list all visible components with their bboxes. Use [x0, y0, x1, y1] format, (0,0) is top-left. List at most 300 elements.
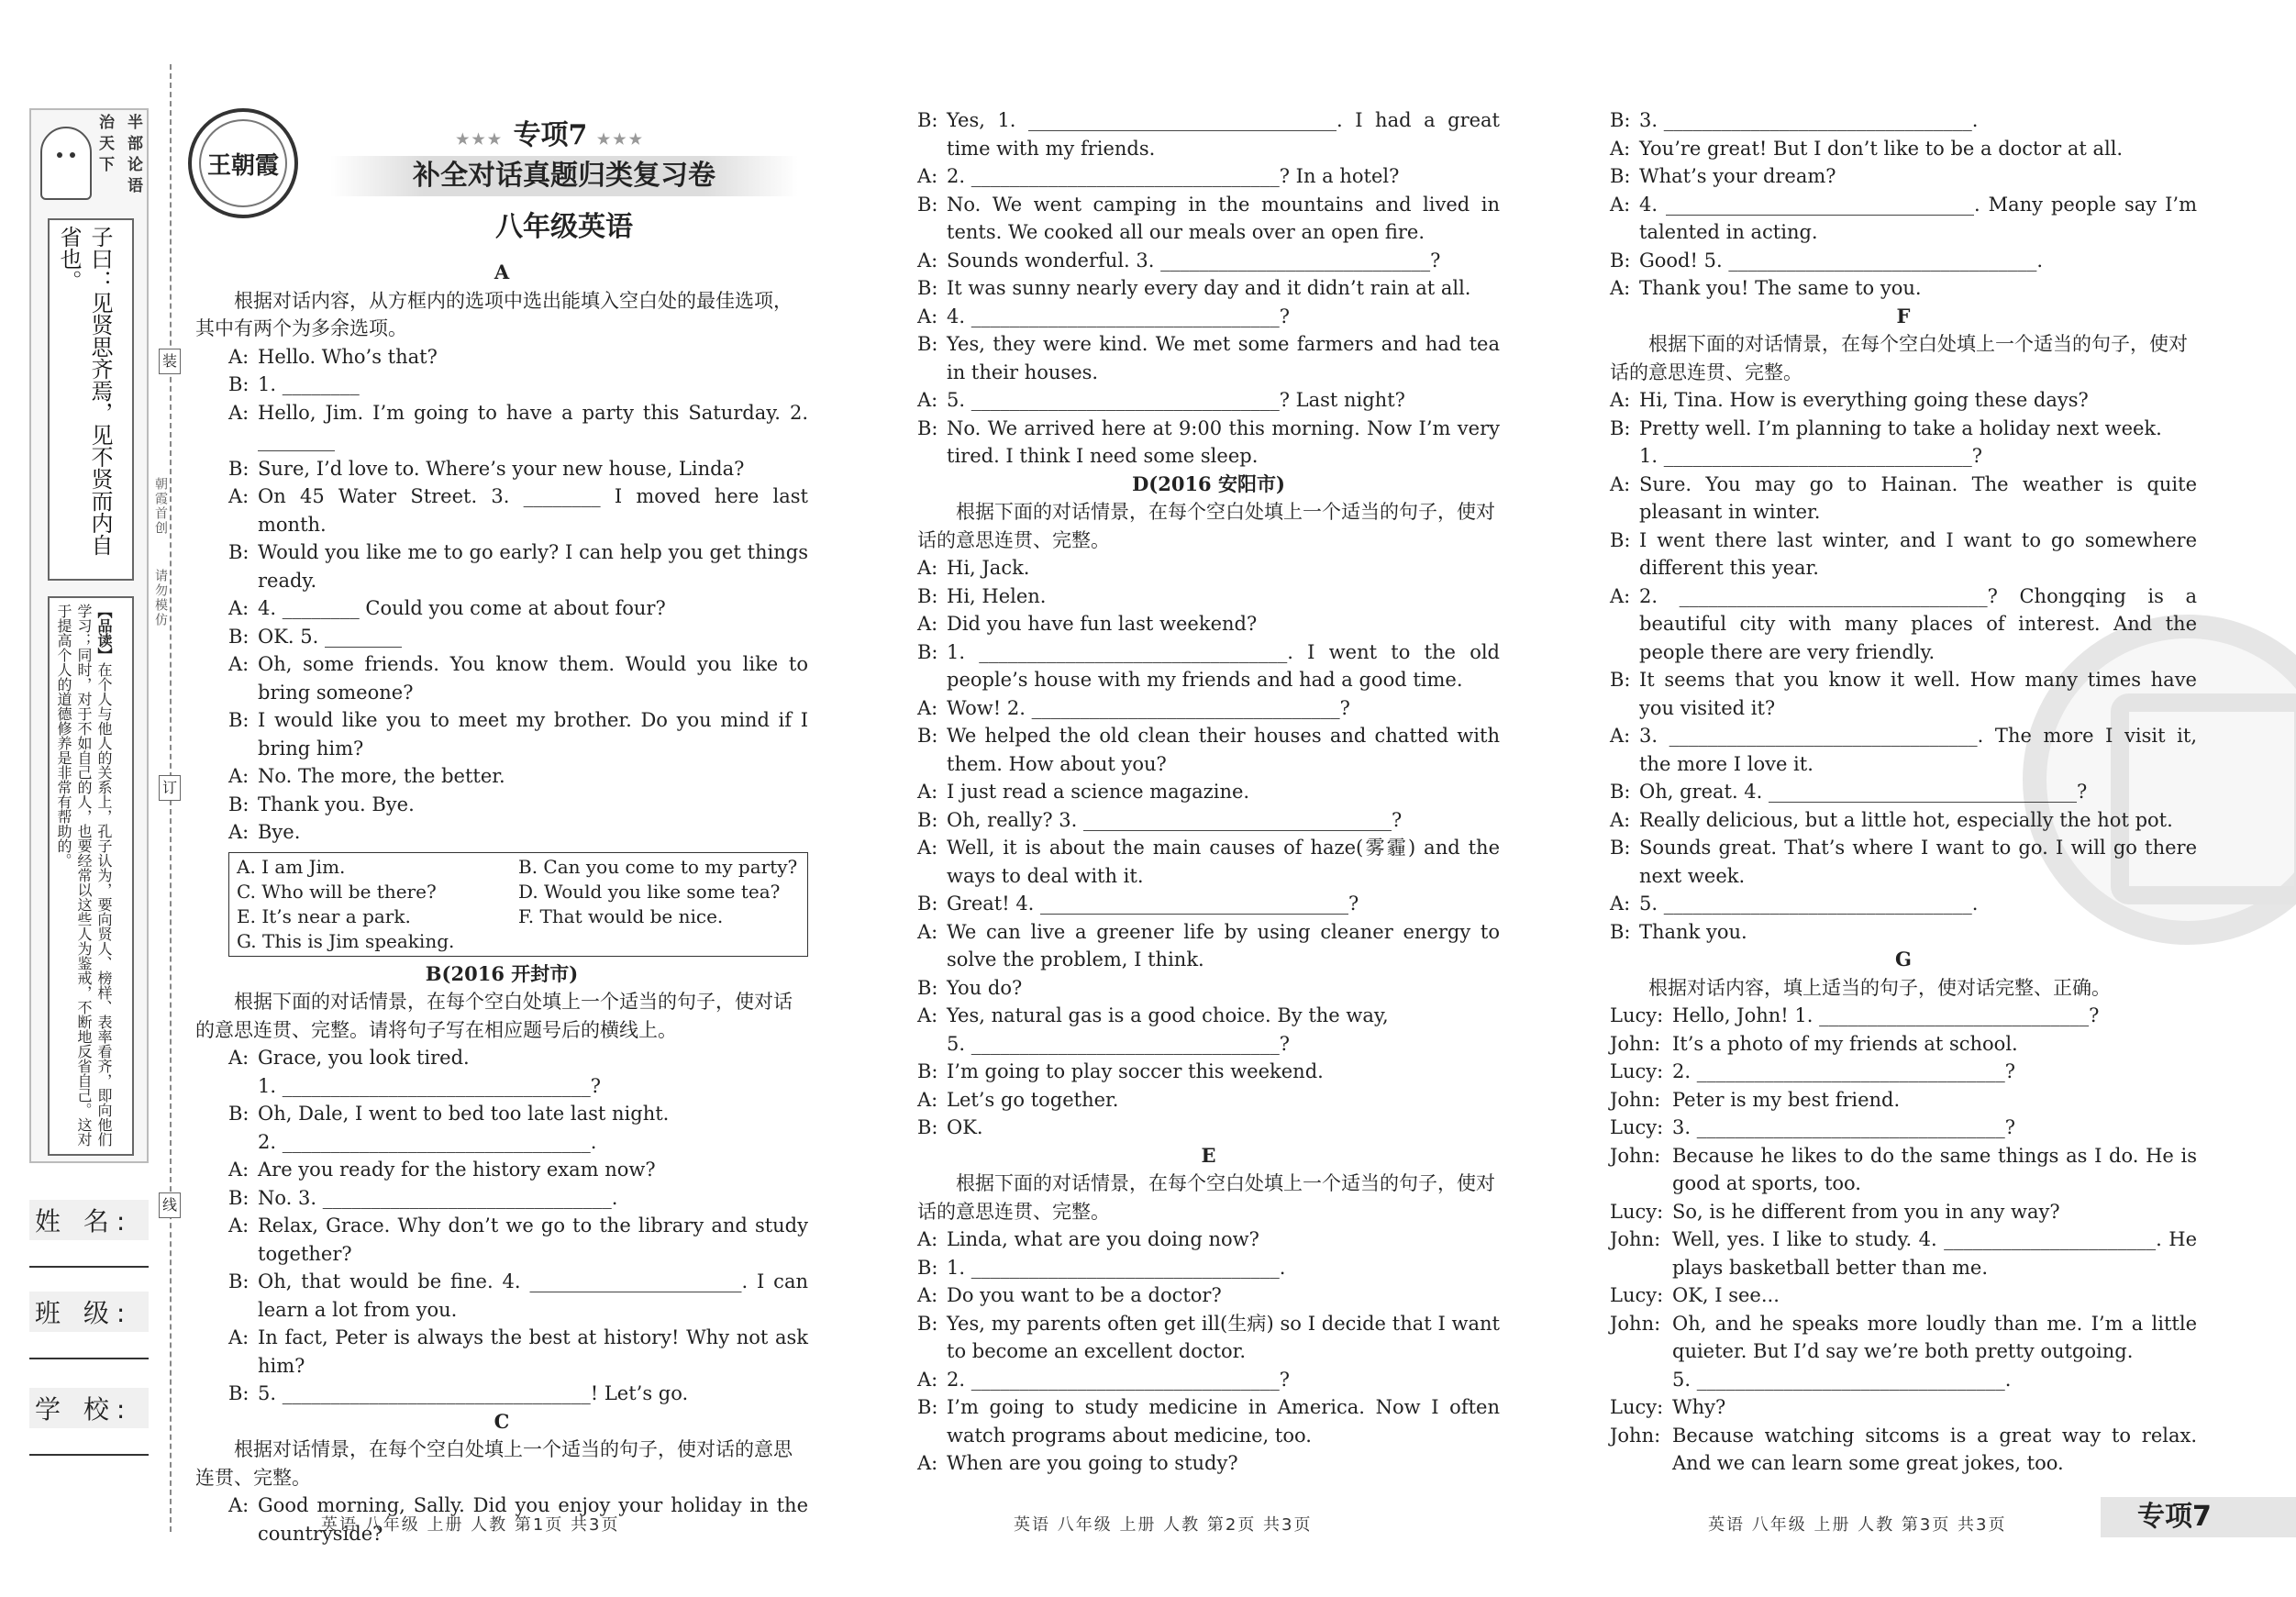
dialogue-line	[917, 1058, 1500, 1086]
speaker: Lucy:	[1610, 1004, 1664, 1026]
instruction: 根据对话情景，在每个空白处填上一个适当的句子，使对话的意思连贯、完整。	[195, 1438, 793, 1489]
dialogue-line	[195, 482, 808, 538]
dialogue-text: It seems that you know it well. How many times have you visited it?	[1639, 669, 2197, 719]
class-label: 班 级:	[29, 1292, 149, 1332]
speaker: A:	[228, 1326, 250, 1348]
dialogue-line	[1610, 1002, 2197, 1030]
speaker: B:	[917, 584, 938, 607]
dialogue-text: 3. ________________________________?	[1672, 1116, 2015, 1138]
speaker: John:	[1610, 1312, 1661, 1335]
dialogue-line	[1610, 1142, 2197, 1198]
dialogue-line	[1610, 1393, 2197, 1422]
dialogue-line	[917, 415, 1500, 471]
speaker: B:	[228, 1186, 250, 1209]
dialogue-text: Thank you. Bye.	[258, 793, 415, 815]
dialogue-line	[1610, 442, 2197, 471]
dialogue-line	[1610, 1366, 2197, 1394]
dialogue-text: 2. ________________________________?	[1672, 1060, 2015, 1082]
dialogue-text: Linda, what are you doing now?	[947, 1228, 1259, 1250]
motto-header	[35, 114, 145, 205]
dialogue-text: So, is he different from you in any way?	[1672, 1200, 2060, 1223]
section-heading: C	[494, 1409, 510, 1433]
dialogue-line	[917, 582, 1500, 611]
speaker: B:	[1610, 528, 1631, 551]
dialogue-line	[1610, 471, 2197, 527]
speaker: A:	[1610, 725, 1631, 747]
speaker: A:	[917, 1088, 938, 1111]
speaker: B:	[917, 725, 938, 747]
dialogue-line	[917, 1366, 1500, 1394]
section-heading: G	[1895, 948, 1912, 970]
speaker: Lucy:	[1610, 1396, 1664, 1418]
speaker: A:	[917, 920, 938, 943]
dialogue-line	[195, 343, 808, 372]
dialogue-text: 1. ________	[258, 373, 360, 395]
dialogue-line	[917, 1030, 1500, 1059]
topic-text: 专项7	[513, 119, 588, 151]
instruction: 根据下面的对话情景，在每个空白处填上一个适当的句子，使对话的意思连贯、完整。	[917, 501, 1495, 551]
dialogue-text: I’m going to play soccer this weekend.	[947, 1060, 1324, 1082]
dialogue-text: Hello, Jim. I’m going to have a party this Saturday. 2. ________	[258, 401, 808, 451]
speaker: A:	[1610, 193, 1631, 216]
dialogue-text: When are you going to study?	[947, 1452, 1238, 1474]
dialogue-line	[1610, 1422, 2197, 1478]
speaker: John:	[1610, 1144, 1661, 1167]
dialogue-line	[1610, 1225, 2197, 1281]
commentary-body: 在个人与他人的关系上，孔子认为，要向贤人、榜样、表率看齐，即向他们学习；同时，对于不如自己的人，也要经常以这些人为鉴戒，不断地反省自己。这对于提高个人的道德修养是非常有帮助的。	[55, 604, 113, 1147]
dialogue-text: Sounds wonderful. 3. ____________________________?	[947, 249, 1441, 272]
dialogue-text: No. The more, the better.	[258, 765, 505, 787]
speaker: B:	[917, 976, 938, 999]
dialogue-line	[1610, 1310, 2197, 1366]
dialogue-text: OK. 5. ________	[258, 625, 402, 648]
speaker: A:	[1610, 472, 1631, 495]
dialogue-line	[195, 762, 808, 791]
dialogue-line	[917, 806, 1500, 835]
dialogue-text: Really delicious, but a little hot, especially the hot pot.	[1639, 808, 2173, 831]
dialogue-line	[1610, 918, 2197, 947]
speaker: John:	[1610, 1424, 1661, 1447]
dialogue-line	[195, 1324, 808, 1380]
speaker: B:	[228, 1382, 250, 1404]
speaker: A:	[917, 165, 938, 187]
dialogue-text: Yes, my parents often get ill(生病) so I decide that I want to become an excellent doctor.	[947, 1312, 1500, 1362]
dialogue-text: Hi, Tina. How is everything going these days?	[1639, 389, 2089, 411]
dialogue-text: We can live a greener life by using cleaner energy to solve the problem, I think.	[947, 920, 1500, 970]
dialogue-text: Why?	[1672, 1396, 1726, 1418]
dialogue-text: Oh, and he speaks more loudly than me. I’m a little quieter. But I’d say we’re both pretty outgoing.	[1672, 1312, 2197, 1362]
dialogue-text: Thank you.	[1639, 920, 1747, 943]
dialogue-line	[917, 778, 1500, 806]
speaker: B:	[228, 457, 250, 480]
speaker: A:	[1610, 808, 1631, 831]
motto-header-line: 治天下	[95, 114, 114, 177]
dialogue-text: Because he likes to do the same things as I do. He is good at sports, too.	[1672, 1144, 2197, 1194]
speaker: A:	[228, 1047, 250, 1069]
dialogue-line	[195, 818, 808, 847]
dialogue-line	[917, 918, 1500, 974]
dialogue-line	[195, 706, 808, 762]
dialogue-text: Sure, I’d love to. Where’s your new house, Linda?	[258, 457, 745, 480]
instruction: 根据对话内容，填上适当的句子，使对话完整、正确。	[1648, 976, 2111, 999]
dialogue-line	[1610, 890, 2197, 918]
dialogue-line	[1610, 386, 2197, 415]
dialogue-text: 2. ________________________________?	[947, 1368, 1290, 1391]
speaker: B:	[1610, 165, 1631, 187]
option-item: B. Can you come to my party?	[518, 855, 798, 878]
speaker: A:	[228, 653, 250, 675]
dialogue-text: What’s your dream?	[1639, 165, 1836, 187]
dialogue-text: Thank you! The same to you.	[1639, 277, 1922, 299]
speaker	[228, 1128, 258, 1157]
name-field[interactable]	[29, 1200, 149, 1268]
page-footer: 英语 八年级 上册 人教 第1页 共3页	[321, 1515, 620, 1535]
dialogue-text: 5. ________________________________! Let’s go.	[258, 1382, 689, 1404]
speaker: Lucy:	[1610, 1060, 1664, 1082]
speaker: Lucy:	[1610, 1284, 1664, 1306]
speaker: A:	[228, 485, 250, 507]
dialogue-line	[917, 722, 1500, 778]
speaker: B:	[917, 893, 938, 915]
speaker: B:	[228, 1103, 250, 1125]
publisher-logo	[188, 108, 298, 218]
dialogue-text: I just read a science magazine.	[947, 781, 1250, 803]
page-title: 补全对话真题归类复习卷	[330, 156, 798, 196]
dialogue-text: 2. ________________________________? In a hotel?	[947, 165, 1400, 187]
dialogue-text: Hi, Jack.	[947, 557, 1030, 579]
page-subtitle: 八年级英语	[495, 211, 633, 243]
speaker: A:	[917, 249, 938, 272]
dialogue-text: OK, I see...	[1672, 1284, 1780, 1306]
dialogue-text: 5. ________________________________.	[1639, 893, 1979, 915]
dialogue-text: 5. ________________________________.	[1672, 1368, 2012, 1391]
name-label: 姓 名:	[29, 1200, 149, 1240]
dialogue-text: It’s a photo of my friends at school.	[1672, 1032, 2018, 1055]
dialogue-line	[195, 1380, 808, 1408]
page-footer: 英语 八年级 上册 人教 第2页 共3页	[1014, 1515, 1313, 1535]
speaker	[1610, 1366, 1672, 1394]
dialogue-line	[1610, 1086, 2197, 1115]
dialogue-text: You do?	[947, 976, 1023, 999]
dialogue-text: I’m going to study medicine in America. Now I often watch programs about medicine, too.	[947, 1396, 1500, 1447]
dialogue-text: Yes, natural gas is a good choice. By the way,	[947, 1004, 1389, 1026]
speaker: A:	[1610, 137, 1631, 160]
dialogue-line	[917, 1114, 1500, 1142]
dialogue-text: 3. ________________________________. The more I visit it, the more I love it.	[1639, 725, 2197, 775]
dialogue-line	[917, 890, 1500, 918]
dialogue-line	[1610, 1281, 2197, 1310]
column-2	[917, 106, 1500, 1478]
binding-char: 装	[159, 349, 181, 374]
speaker: B:	[228, 541, 250, 563]
section-heading: D(2016 安阳市)	[1132, 471, 1285, 495]
option-item: E. It’s near a park.	[237, 904, 411, 927]
dialogue-line	[917, 610, 1500, 638]
dialogue-text: No. 3. ______________________________.	[258, 1186, 618, 1209]
speaker: B:	[1610, 781, 1631, 803]
dialogue-text: Are you ready for the history exam now?	[258, 1159, 656, 1181]
speaker: B:	[917, 808, 938, 831]
class-line[interactable]	[29, 1332, 149, 1359]
dialogue-text: Hi, Helen.	[947, 584, 1047, 607]
dialogue-text: 1. ________________________________?	[1639, 445, 1982, 467]
speaker: A:	[917, 781, 938, 803]
dialogue-text: Oh, some friends. You know them. Would you like to bring someone?	[258, 653, 808, 704]
dialogue-text: Would you like me to go early? I can help you get things ready.	[258, 541, 808, 592]
dialogue-line	[1610, 1198, 2197, 1226]
dialogue-text: Hello, John! 1. ____________________________?	[1672, 1004, 2100, 1026]
school-line[interactable]	[29, 1428, 149, 1456]
logo-text: 王朝霞	[206, 151, 279, 180]
dialogue-text: Sounds great. That’s where I want to go. I will go there next week.	[1639, 837, 2197, 887]
speaker: A:	[228, 401, 250, 424]
confucius-quote: 子曰：见贤思齐焉，见不贤而内自省也。	[56, 226, 113, 556]
speaker: B:	[917, 333, 938, 355]
dialogue-text: Peter is my best friend.	[1672, 1088, 1901, 1111]
speaker: B:	[1610, 416, 1631, 439]
dialogue-text: Yes, 1. ________________________________. I had a great time with my friends.	[947, 109, 1500, 160]
dialogue-line	[1610, 135, 2197, 163]
speaker: A:	[917, 557, 938, 579]
dialogue-line	[917, 638, 1500, 694]
speaker: B:	[228, 793, 250, 815]
quote-box	[48, 218, 134, 581]
dialogue-line	[195, 1212, 808, 1268]
dialogue-line	[195, 650, 808, 706]
dialogue-text: 1. ________________________________.	[947, 1256, 1286, 1279]
dialogue-text: 3. ________________________________.	[1639, 109, 1979, 131]
class-field[interactable]	[29, 1292, 149, 1359]
dialogue-text: 5. ________________________________? Last night?	[947, 389, 1405, 411]
dialogue-line	[917, 694, 1500, 723]
speaker: B:	[1610, 249, 1631, 272]
speaker: A:	[228, 345, 250, 368]
speaker: A:	[228, 1494, 250, 1516]
dialogue-text: 2. ________________________________.	[258, 1130, 597, 1153]
dialogue-line	[1610, 1030, 2197, 1059]
dialogue-line	[1610, 806, 2197, 835]
dialogue-text: Sure. You may go to Hainan. The weather is quite pleasant in winter.	[1639, 472, 2197, 523]
dialogue-line	[917, 1254, 1500, 1282]
dialogue-line	[917, 303, 1500, 331]
dialogue-text: No. We went camping in the mountains and lived in tents. We cooked all our meals over an open fire.	[947, 193, 1500, 243]
dialogue-text: 1. ________________________________?	[258, 1074, 601, 1097]
dialogue-line	[195, 455, 808, 483]
sidebar	[29, 108, 149, 1466]
dialogue-line	[1610, 722, 2197, 778]
speaker: A:	[917, 305, 938, 327]
dialogue-text: Relax, Grace. Why don’t we go to the library and study together?	[258, 1214, 808, 1265]
option-item: F. That would be nice.	[518, 904, 724, 927]
dialogue-line	[195, 1128, 808, 1157]
speaker: B:	[1610, 837, 1631, 859]
section-heading: F	[1896, 304, 1911, 327]
dialogue-text: OK.	[947, 1116, 983, 1138]
dialogue-line	[917, 1086, 1500, 1115]
dialogue-text: I went there last winter, and I want to go somewhere different this year.	[1639, 528, 2197, 579]
dialogue-text: Bye.	[258, 821, 301, 843]
speaker: B:	[917, 416, 938, 439]
section-heading: A	[494, 261, 510, 283]
dialogue-line	[917, 274, 1500, 303]
dialogue-text: Oh, really? 3. ________________________________?	[947, 808, 1403, 831]
dialogue-text: Well, yes. I like to study. 4. ______________________. He plays basketball better than me.	[1672, 1228, 2197, 1279]
option-item: G. This is Jim speaking.	[237, 929, 455, 952]
speaker: A:	[917, 1452, 938, 1474]
dialogue-line	[1610, 1058, 2197, 1086]
binding-char: 线	[159, 1192, 181, 1218]
dialogue-line	[917, 106, 1500, 162]
dialogue-text: Do you want to be a doctor?	[947, 1284, 1222, 1306]
dialogue-text: 4. ________________________________?	[947, 305, 1290, 327]
speaker: B:	[228, 709, 250, 731]
speaker: A:	[228, 821, 250, 843]
speaker: John:	[1610, 1228, 1661, 1250]
dialogue-line	[195, 1156, 808, 1184]
speaker	[1610, 442, 1639, 471]
speaker: Lucy:	[1610, 1200, 1664, 1223]
dialogue-line	[917, 191, 1500, 247]
dialogue-line	[917, 1310, 1500, 1366]
binding-note: 朝霞首创	[153, 477, 168, 536]
dialogue-line	[1610, 778, 2197, 806]
page-footer: 英语 八年级 上册 人教 第3页 共3页	[1708, 1515, 2007, 1535]
dialogue-text: Oh, great. 4. ________________________________?	[1639, 781, 2088, 803]
dialogue-line	[195, 399, 808, 455]
speaker: A:	[917, 1004, 938, 1026]
speaker: A:	[1610, 277, 1631, 299]
dialogue-line	[195, 538, 808, 594]
option-item: D. Would you like some tea?	[518, 880, 781, 903]
speaker: B:	[228, 625, 250, 648]
speaker: B:	[917, 1116, 938, 1138]
dialogue-text: You’re great! But I don’t like to be a doctor at all.	[1639, 137, 2124, 160]
dialogue-line	[1610, 527, 2197, 582]
dialogue-text: Well, it is about the main causes of haze(雾霾) and the ways to deal with it.	[947, 837, 1500, 887]
dialogue-text: Did you have fun last weekend?	[947, 613, 1258, 635]
speaker: B:	[917, 1396, 938, 1418]
dialogue-text: It was sunny nearly every day and it didn’t rain at all.	[947, 277, 1471, 299]
speaker: B:	[917, 1060, 938, 1082]
dialogue-text: I would like you to meet my brother. Do you mind if I bring him?	[258, 709, 808, 760]
dialogue-text: Pretty well. I’m planning to take a holiday next week.	[1639, 416, 2162, 439]
dialogue-line	[917, 386, 1500, 415]
dialogue-line	[917, 834, 1500, 890]
dialogue-text: No. We arrived here at 9:00 this morning. Now I’m very tired. I think I need some sleep.	[947, 416, 1500, 467]
speaker: John:	[1610, 1032, 1661, 1055]
speaker: A:	[917, 1368, 938, 1391]
dialogue-text: Good morning, Sally. Did you enjoy your holiday in the countryside?	[258, 1494, 808, 1545]
binding-char: 订	[159, 775, 181, 801]
name-line[interactable]	[29, 1240, 149, 1268]
speaker: B:	[1610, 669, 1631, 691]
dialogue-line	[195, 594, 808, 623]
dialogue-line	[917, 1449, 1500, 1478]
instruction: 根据对话内容，从方框内的选项中选出能填入空白处的最佳选项，其中有两个为多余选项。	[195, 289, 793, 339]
speaker: B:	[1610, 920, 1631, 943]
dialogue-line	[917, 1281, 1500, 1310]
dialogue-line	[195, 1268, 808, 1324]
school-field[interactable]	[29, 1388, 149, 1456]
dialogue-line	[1610, 834, 2197, 890]
speaker: A:	[917, 837, 938, 859]
dialogue-text: In fact, Peter is always the best at history! Why not ask him?	[258, 1326, 808, 1377]
speaker: A:	[228, 765, 250, 787]
dialogue-text: Oh, Dale, I went to bed too late last night.	[258, 1103, 670, 1125]
option-item: C. Who will be there?	[237, 880, 437, 903]
speaker: B:	[228, 373, 250, 395]
dialogue-text: Grace, you look tired.	[258, 1047, 470, 1069]
column-1	[195, 259, 808, 1547]
dialogue-line	[917, 1002, 1500, 1030]
dialogue-line	[195, 623, 808, 651]
dialogue-text: 4. ________ Could you come at about four?	[258, 597, 666, 619]
dialogue-line	[917, 554, 1500, 582]
dialogue-line	[1610, 191, 2197, 247]
commentary-label: 【品读】	[95, 604, 113, 662]
speaker: Lucy:	[1610, 1116, 1664, 1138]
dialogue-line	[1610, 274, 2197, 303]
speaker: A:	[228, 1159, 250, 1181]
instruction: 根据下面的对话情景，在每个空白处填上一个适当的句子，使对话的意思连贯、完整。	[1610, 333, 2188, 383]
speaker: A:	[917, 1284, 938, 1306]
commentary-box	[48, 596, 134, 1156]
dialogue-text: Great! 4. ________________________________?	[947, 893, 1359, 915]
option-item	[518, 929, 800, 954]
section-heading: E	[1201, 1143, 1216, 1167]
speaker: A:	[1610, 893, 1631, 915]
speaker: B:	[917, 1256, 938, 1279]
column-3	[1610, 106, 2197, 1478]
dialogue-line	[1610, 666, 2197, 722]
dialogue-text: 4. ________________________________. Many people say I’m talented in acting.	[1639, 193, 2197, 243]
dialogue-line	[1610, 247, 2197, 275]
options-box	[228, 852, 808, 957]
speaker: John:	[1610, 1088, 1661, 1111]
dialogue-text: Because watching sitcoms is a great way to relax. And we can learn some great jokes, too.	[1672, 1424, 2197, 1474]
section-heading: B(2016 开封市)	[425, 961, 579, 985]
commentary-text	[53, 604, 114, 1149]
dialogue-text: On 45 Water Street. 3. ________ I moved here last month.	[258, 485, 808, 536]
dialogue-line	[195, 371, 808, 399]
dialogue-line	[917, 1393, 1500, 1449]
speaker: A:	[917, 389, 938, 411]
dialogue-line	[195, 1184, 808, 1213]
speaker: B:	[917, 640, 938, 663]
dialogue-line	[1610, 106, 2197, 135]
dialogue-text: Hello. Who’s that?	[258, 345, 438, 368]
dialogue-text: Wow! 2. ________________________________?	[947, 696, 1350, 719]
confucius-avatar-icon	[40, 127, 92, 200]
motto-header-line: 半部论语	[124, 114, 142, 198]
motto-box	[29, 108, 149, 1163]
dialogue-line	[1610, 162, 2197, 191]
option-item: A. I am Jim.	[237, 855, 346, 878]
speaker	[228, 1072, 258, 1101]
dialogue-line	[195, 1100, 808, 1128]
speaker: A:	[1610, 389, 1631, 411]
star-icon: ★★★	[456, 130, 505, 148]
topic-label	[449, 112, 651, 152]
dialogue-text: Oh, that would be fine. 4. ______________________. I can learn a lot from you.	[258, 1270, 808, 1321]
dialogue-line	[195, 791, 808, 819]
star-icon: ★★★	[596, 130, 645, 148]
dialogue-line	[917, 330, 1500, 386]
speaker	[917, 1030, 947, 1059]
dialogue-line	[917, 247, 1500, 275]
dialogue-line	[1610, 415, 2197, 443]
speaker: A:	[228, 597, 250, 619]
